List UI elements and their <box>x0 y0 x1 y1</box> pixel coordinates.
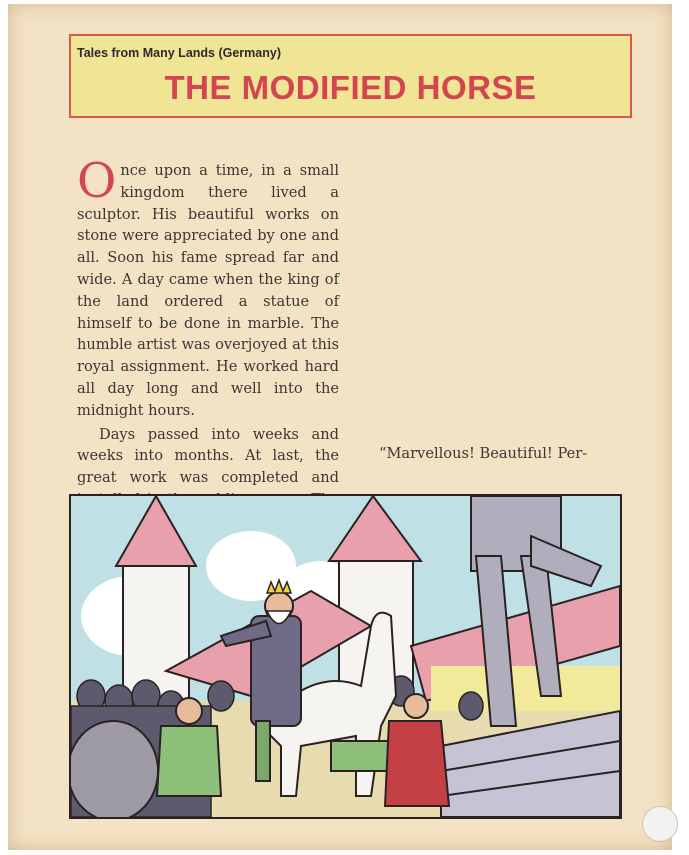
story-paragraph-1 <box>77 153 339 422</box>
foreground-head <box>71 721 158 817</box>
paragraph-1-text: nce upon a time, in a small kingdom there lived a sculptor. His beautiful works on stone were appreciated by one and all. Soon his fame spread far and wide. A day came when the king of the land ordered a statue of himself to be done in marble. The humble artist was overjoyed at this royal assignment. He worked hard all day long and well into the midnight hours. <box>77 162 339 419</box>
text-column-right <box>357 160 619 465</box>
story-paragraph-2: Days passed into weeks and weeks into months. At last, the great work was completed and <box>77 425 339 487</box>
series-label: Tales from Many Lands (Germany) <box>77 46 281 60</box>
story-illustration <box>69 494 622 819</box>
title-banner <box>69 34 632 118</box>
drop-cap: O <box>77 153 117 209</box>
crown-icon <box>267 580 291 593</box>
story-title: THE MODIFIED HORSE <box>164 69 537 106</box>
tower-roof <box>329 496 421 561</box>
saddle-cloth <box>331 741 391 771</box>
illustration-scene <box>71 496 620 817</box>
story-paragraph-3: “Marvellous! Beautiful! Per- <box>379 445 588 462</box>
tower-roof <box>116 496 196 566</box>
publisher-badge <box>642 806 678 842</box>
